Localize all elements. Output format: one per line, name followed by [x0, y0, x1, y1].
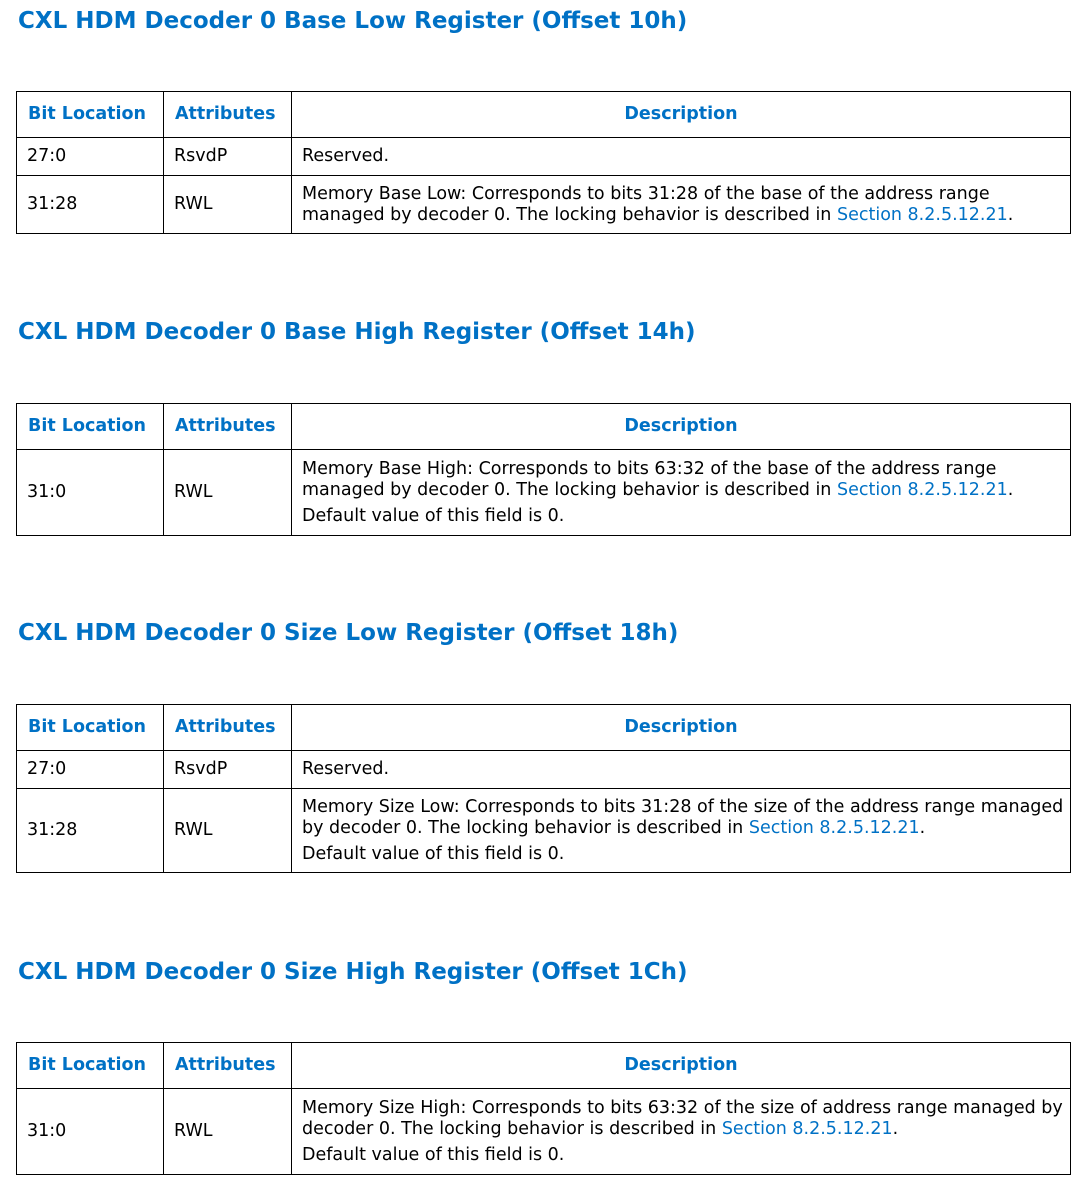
- table-row: [17, 789, 1071, 873]
- description-tail: .: [1007, 479, 1014, 500]
- attributes-cell: RWL: [164, 450, 292, 536]
- attributes-cell: RWL: [164, 789, 292, 873]
- header-attributes: Attributes: [164, 1043, 292, 1089]
- description-text: Memory Base Low: Corresponds to bits 31:28 of the base of the address range managed by decoder 0. The locking behavior is described in: [302, 183, 990, 225]
- register-table-size-high: [16, 1042, 1071, 1175]
- section-title-size-high: CXL HDM Decoder 0 Size High Register (Offset 1Ch): [18, 959, 688, 985]
- header-bit-location: Bit Location: [17, 705, 164, 751]
- description-cell: [292, 176, 1071, 234]
- bit-location-cell: 31:28: [17, 176, 164, 234]
- section-title-size-low: CXL HDM Decoder 0 Size Low Register (Offset 18h): [18, 620, 679, 646]
- description-cell: [292, 789, 1071, 873]
- default-value-note: Default value of this field is 0.: [302, 505, 565, 526]
- description-tail: .: [1007, 204, 1014, 225]
- description-text: Memory Base High: Corresponds to bits 63:32 of the base of the address range managed by decoder 0. The locking behavior is described in: [302, 458, 997, 500]
- header-bit-location: Bit Location: [17, 92, 164, 138]
- description-tail: .: [892, 1118, 899, 1139]
- description-cell: [292, 450, 1071, 536]
- section-link[interactable]: Section 8.2.5.12.21: [721, 1118, 893, 1139]
- section-link[interactable]: Section 8.2.5.12.21: [836, 204, 1008, 225]
- table-row: [17, 1089, 1071, 1175]
- description-cell: Reserved.: [292, 751, 1071, 789]
- bit-location-cell: 27:0: [17, 138, 164, 176]
- attributes-cell: RsvdP: [164, 138, 292, 176]
- header-bit-location: Bit Location: [17, 1043, 164, 1089]
- section-link[interactable]: Section 8.2.5.12.21: [836, 479, 1008, 500]
- bit-location-cell: 27:0: [17, 751, 164, 789]
- default-value-note: Default value of this field is 0.: [302, 843, 565, 864]
- description-cell: [292, 1089, 1071, 1175]
- header-attributes: Attributes: [164, 705, 292, 751]
- bit-location-cell: 31:0: [17, 450, 164, 536]
- bit-location-cell: 31:28: [17, 789, 164, 873]
- table-row: [17, 450, 1071, 536]
- header-description: Description: [292, 705, 1071, 751]
- section-title-base-low: CXL HDM Decoder 0 Base Low Register (Offset 10h): [18, 8, 688, 34]
- default-value-note: Default value of this field is 0.: [302, 1144, 565, 1165]
- section-title-base-high: CXL HDM Decoder 0 Base High Register (Offset 14h): [18, 319, 696, 345]
- description-text: Memory Size Low: Corresponds to bits 31:28 of the size of the address range managed by decoder 0. The locking behavior is described in: [302, 796, 1064, 838]
- table-row: [17, 751, 1071, 789]
- header-attributes: Attributes: [164, 92, 292, 138]
- header-description: Description: [292, 92, 1071, 138]
- register-table-base-high: [16, 403, 1071, 536]
- description-tail: .: [919, 817, 926, 838]
- register-table-size-low: [16, 704, 1071, 873]
- table-row: [17, 176, 1071, 234]
- header-description: Description: [292, 1043, 1071, 1089]
- bit-location-cell: 31:0: [17, 1089, 164, 1175]
- description-cell: Reserved.: [292, 138, 1071, 176]
- attributes-cell: RWL: [164, 176, 292, 234]
- header-bit-location: Bit Location: [17, 404, 164, 450]
- description-text: Memory Size High: Corresponds to bits 63:32 of the size of address range managed by decoder 0. The locking behavior is described in: [302, 1097, 1063, 1139]
- table-row: [17, 138, 1071, 176]
- attributes-cell: RsvdP: [164, 751, 292, 789]
- header-description: Description: [292, 404, 1071, 450]
- register-table-base-low: [16, 91, 1071, 234]
- attributes-cell: RWL: [164, 1089, 292, 1175]
- header-attributes: Attributes: [164, 404, 292, 450]
- section-link[interactable]: Section 8.2.5.12.21: [748, 817, 920, 838]
